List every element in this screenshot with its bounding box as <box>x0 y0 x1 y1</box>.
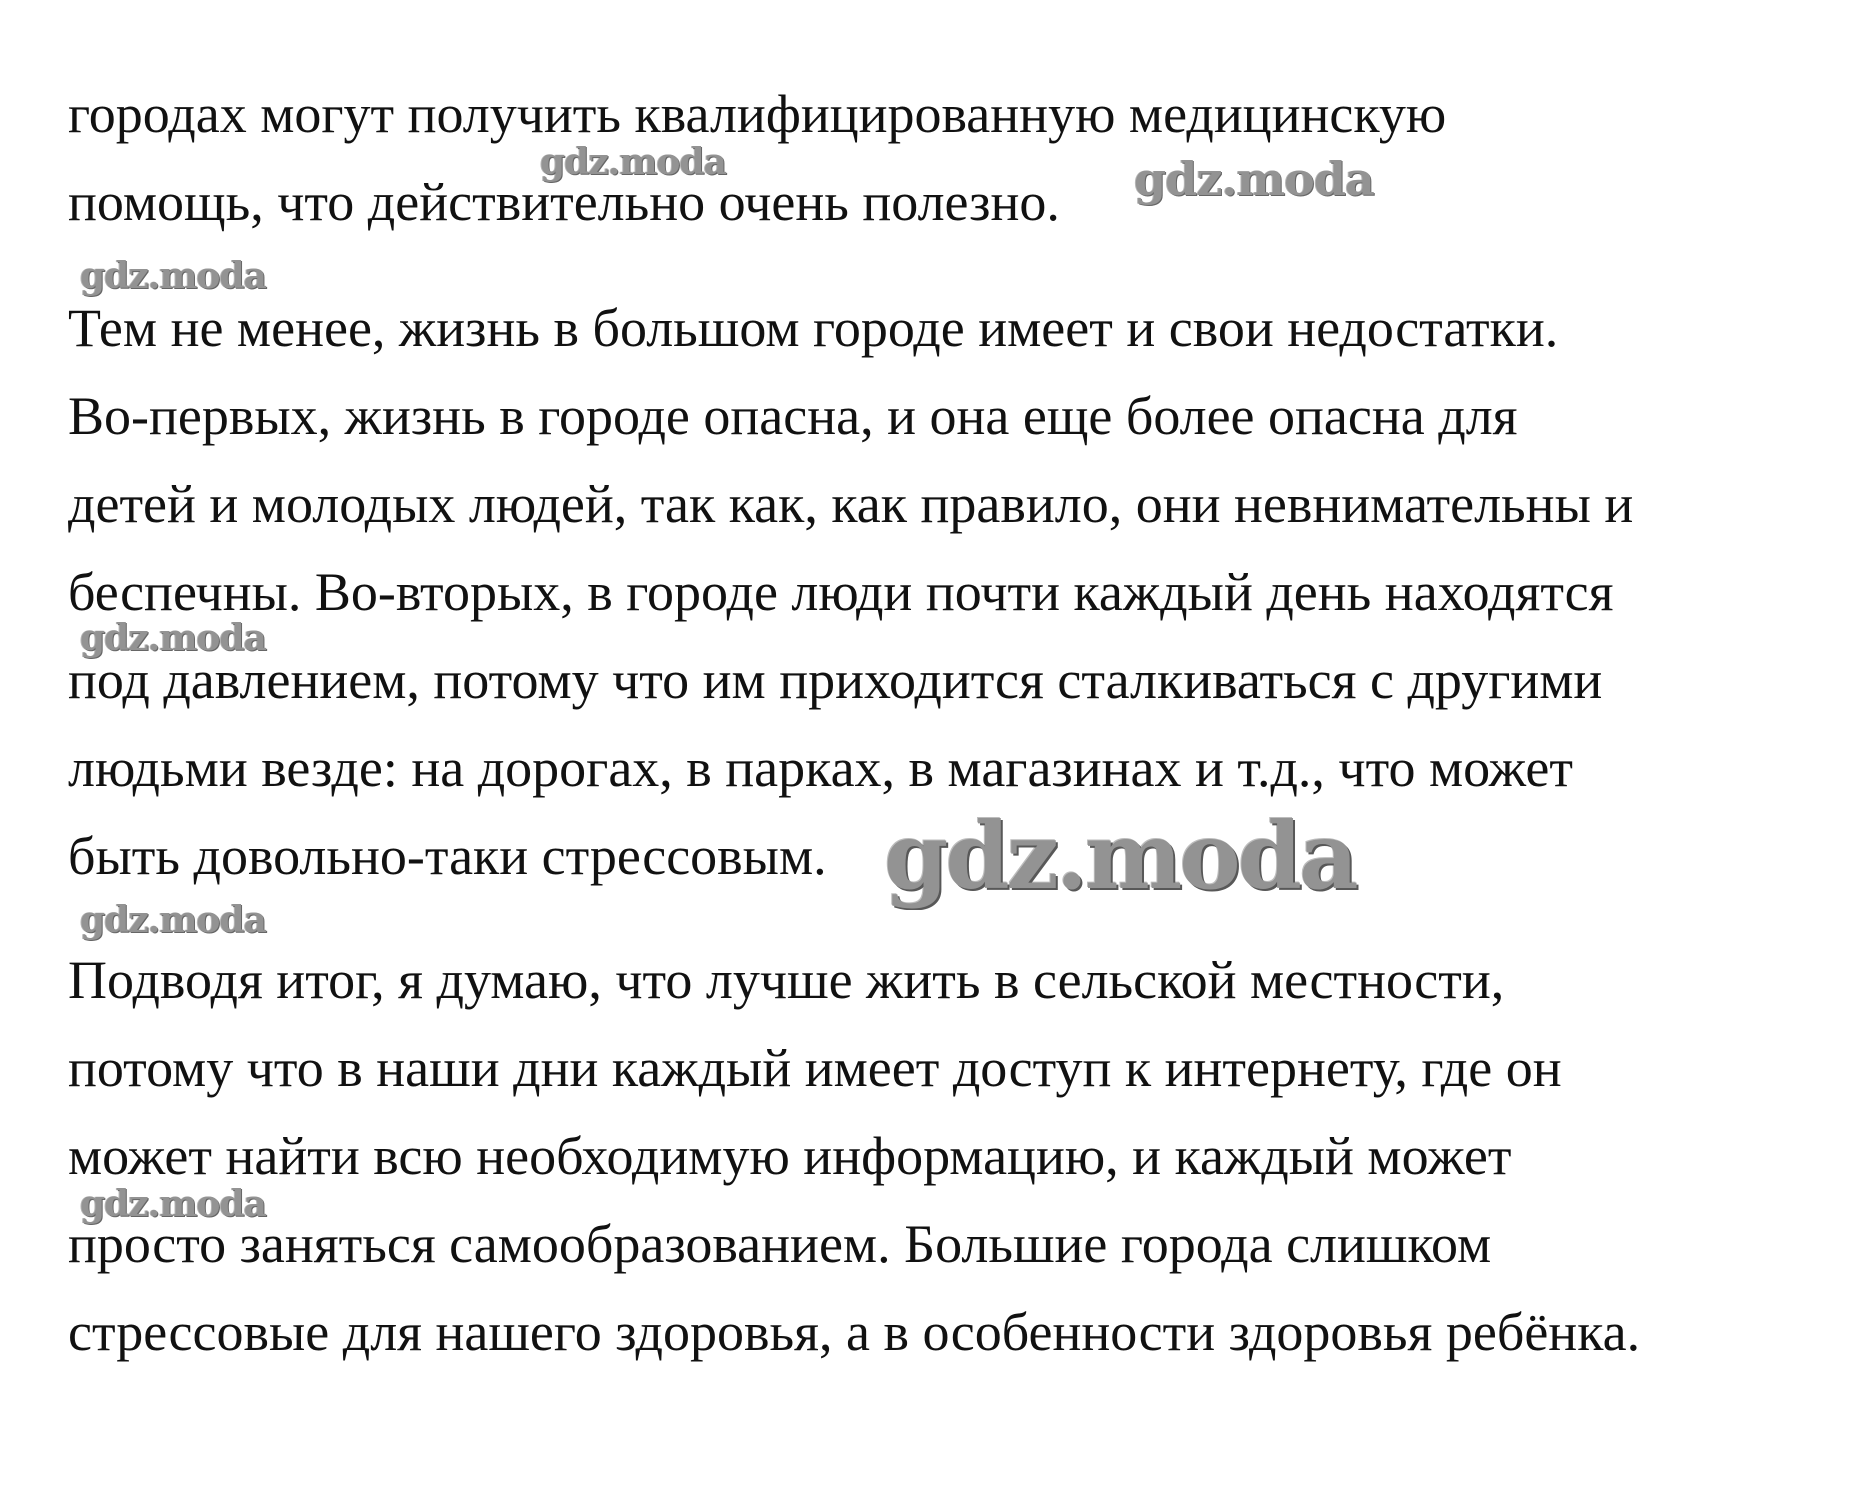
text-line: беспечны. Во-вторых, в городе люди почти каждый день находятся <box>68 562 1614 622</box>
text-line: людьми везде: на дорогах, в парках, в магазинах и т.д., что может <box>68 738 1573 798</box>
text-line: потому что в наши дни каждый имеет доступ к интернету, где он <box>68 1038 1562 1098</box>
watermark: gdz.moda <box>884 802 1356 910</box>
text-line: может найти всю необходимую информацию, и каждый может <box>68 1126 1512 1186</box>
text-line: стрессовые для нашего здоровья, а в особенности здоровья ребёнка. <box>68 1302 1641 1362</box>
watermark: gdz.moda <box>80 1183 266 1225</box>
text-line: детей и молодых людей, так как, как правило, они невнимательны и <box>68 474 1634 534</box>
watermark: gdz.moda <box>540 141 726 183</box>
text-line: просто заняться самообразованием. Большие города слишком <box>68 1214 1492 1274</box>
text-line: Подводя итог, я думаю, что лучше жить в сельской местности, <box>68 950 1505 1010</box>
watermark: gdz.moda <box>1134 152 1374 206</box>
text-line: быть довольно-таки стрессовым. <box>68 826 827 886</box>
text-line: городах могут получить квалифицированную медицинскую <box>68 84 1447 144</box>
text-line: Тем не менее, жизнь в большом городе имеет и свои недостатки. <box>68 298 1559 358</box>
text-line: помощь, что действительно очень полезно. <box>68 172 1060 232</box>
watermark: gdz.moda <box>80 617 266 659</box>
watermark: gdz.moda <box>80 899 266 941</box>
text-line: Во-первых, жизнь в городе опасна, и она еще более опасна для <box>68 386 1518 446</box>
text-line: под давлением, потому что им приходится сталкиваться с другими <box>68 650 1603 710</box>
watermark: gdz.moda <box>80 255 266 297</box>
